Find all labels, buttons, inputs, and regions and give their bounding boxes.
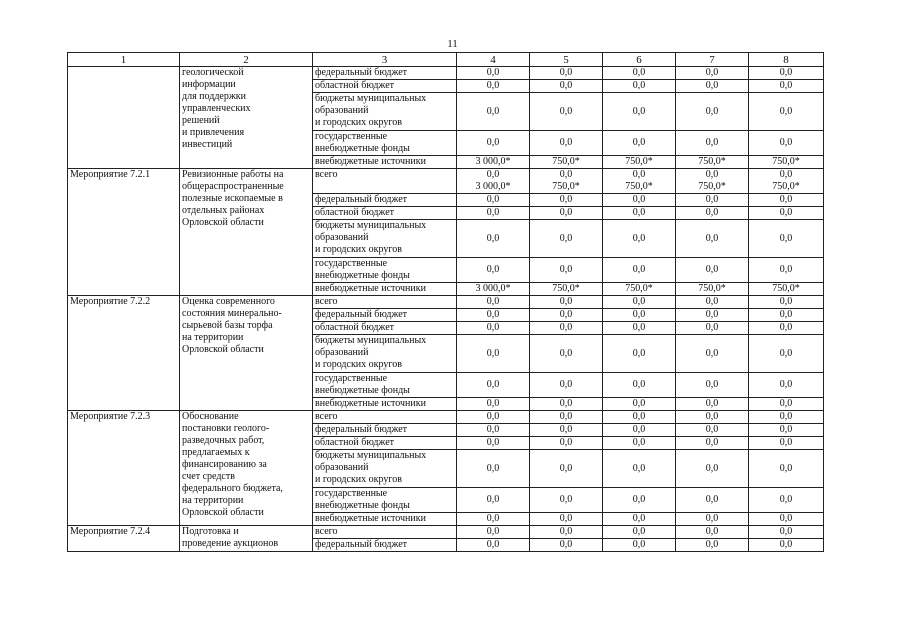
amount-cell: 0,0 <box>530 93 603 131</box>
funding-source: бюджеты муниципальных образований и городских округов <box>313 220 457 258</box>
amount-cell: 0,0 <box>530 207 603 220</box>
amount-cell: 0,0 <box>603 322 676 335</box>
amount-cell: 0,0 <box>530 80 603 93</box>
amount-cell: 0,0 <box>603 296 676 309</box>
amount-cell: 0,0 <box>676 80 749 93</box>
amount-cell: 0,0 750,0* <box>603 169 676 194</box>
amount-cell: 0,0 <box>457 373 530 398</box>
amount-cell: 0,0 <box>676 411 749 424</box>
amount-cell: 0,0 <box>676 398 749 411</box>
amount-cell: 0,0 <box>676 488 749 513</box>
amount-cell: 0,0 <box>603 131 676 156</box>
activity-label: Мероприятие 7.2.2 <box>68 296 180 411</box>
activity-label: Мероприятие 7.2.1 <box>68 169 180 296</box>
amount-cell: 0,0 <box>457 309 530 322</box>
amount-cell: 0,0 <box>457 93 530 131</box>
amount-cell: 0,0 <box>457 411 530 424</box>
amount-cell: 0,0 <box>749 220 824 258</box>
amount-cell: 0,0 <box>749 335 824 373</box>
amount-cell: 0,0 <box>530 450 603 488</box>
amount-cell: 0,0 <box>676 131 749 156</box>
funding-source: внебюджетные источники <box>313 513 457 526</box>
amount-cell: 0,0 <box>749 322 824 335</box>
budget-table <box>67 52 824 552</box>
amount-cell: 0,0 <box>603 93 676 131</box>
table-row <box>68 67 824 80</box>
amount-cell: 0,0 <box>603 80 676 93</box>
amount-cell: 0,0 <box>530 131 603 156</box>
amount-cell: 0,0 <box>676 450 749 488</box>
amount-cell: 0,0 <box>530 513 603 526</box>
amount-cell: 0,0 <box>749 131 824 156</box>
amount-cell: 0,0 <box>749 424 824 437</box>
amount-cell: 0,0 <box>676 539 749 552</box>
amount-cell: 0,0 <box>749 539 824 552</box>
amount-cell: 0,0 <box>530 258 603 283</box>
amount-cell: 0,0 750,0* <box>530 169 603 194</box>
column-number: 7 <box>676 53 749 67</box>
funding-source: государственные внебюджетные фонды <box>313 488 457 513</box>
table-row <box>68 411 824 424</box>
amount-cell: 0,0 <box>530 309 603 322</box>
funding-source: внебюджетные источники <box>313 398 457 411</box>
amount-cell: 0,0 <box>603 220 676 258</box>
amount-cell: 0,0 <box>603 207 676 220</box>
amount-cell: 0,0 <box>457 398 530 411</box>
amount-cell: 0,0 <box>603 258 676 283</box>
amount-cell: 0,0 <box>457 194 530 207</box>
amount-cell: 3 000,0* <box>457 283 530 296</box>
amount-cell: 0,0 <box>749 296 824 309</box>
amount-cell: 0,0 <box>603 411 676 424</box>
amount-cell: 750,0* <box>749 283 824 296</box>
funding-source: бюджеты муниципальных образований и городских округов <box>313 93 457 131</box>
amount-cell: 0,0 <box>676 526 749 539</box>
table-row <box>68 296 824 309</box>
amount-cell: 0,0 <box>749 373 824 398</box>
amount-cell: 0,0 <box>457 322 530 335</box>
amount-cell: 0,0 <box>530 526 603 539</box>
amount-cell: 0,0 <box>749 398 824 411</box>
amount-cell: 0,0 <box>457 526 530 539</box>
activity-label: Мероприятие 7.2.4 <box>68 526 180 552</box>
funding-source: всего <box>313 411 457 424</box>
amount-cell: 0,0 <box>457 296 530 309</box>
funding-source: областной бюджет <box>313 322 457 335</box>
amount-cell: 0,0 <box>603 398 676 411</box>
amount-cell: 750,0* <box>676 156 749 169</box>
funding-source: бюджеты муниципальных образований и городских округов <box>313 335 457 373</box>
amount-cell: 750,0* <box>749 156 824 169</box>
amount-cell: 0,0 <box>749 194 824 207</box>
column-number: 5 <box>530 53 603 67</box>
amount-cell: 0,0 <box>749 258 824 283</box>
amount-cell: 0,0 <box>676 335 749 373</box>
amount-cell: 0,0 <box>749 450 824 488</box>
amount-cell: 0,0 <box>457 207 530 220</box>
column-number: 8 <box>749 53 824 67</box>
funding-source: федеральный бюджет <box>313 539 457 552</box>
amount-cell: 0,0 <box>676 194 749 207</box>
amount-cell: 750,0* <box>603 283 676 296</box>
amount-cell: 0,0 <box>457 450 530 488</box>
amount-cell: 0,0 <box>457 513 530 526</box>
amount-cell: 0,0 <box>530 194 603 207</box>
amount-cell: 0,0 <box>676 322 749 335</box>
amount-cell: 0,0 <box>749 437 824 450</box>
amount-cell: 0,0 <box>457 131 530 156</box>
amount-cell: 0,0 <box>676 93 749 131</box>
amount-cell: 0,0 <box>530 411 603 424</box>
table-row <box>68 169 824 194</box>
column-number: 4 <box>457 53 530 67</box>
funding-source: всего <box>313 526 457 539</box>
amount-cell: 0,0 <box>457 335 530 373</box>
amount-cell: 0,0 <box>603 309 676 322</box>
funding-source: внебюджетные источники <box>313 283 457 296</box>
amount-cell: 0,0 750,0* <box>676 169 749 194</box>
amount-cell: 0,0 <box>603 488 676 513</box>
amount-cell: 0,0 750,0* <box>749 169 824 194</box>
amount-cell: 0,0 <box>603 539 676 552</box>
amount-cell: 0,0 <box>530 67 603 80</box>
amount-cell: 0,0 <box>749 67 824 80</box>
activity-name: Обоснование постановки геолого- разведочных работ, предлагаемых к финансированию за счет средств федерального бюджета, на территории Орловской области <box>180 411 313 526</box>
column-number: 3 <box>313 53 457 67</box>
amount-cell: 0,0 <box>749 309 824 322</box>
column-number: 2 <box>180 53 313 67</box>
funding-source: федеральный бюджет <box>313 194 457 207</box>
amount-cell: 0,0 <box>530 437 603 450</box>
funding-source: государственные внебюджетные фонды <box>313 131 457 156</box>
funding-source: областной бюджет <box>313 80 457 93</box>
amount-cell: 3 000,0* <box>457 156 530 169</box>
funding-source: всего <box>313 296 457 309</box>
amount-cell: 0,0 <box>457 424 530 437</box>
amount-cell: 0,0 <box>676 220 749 258</box>
amount-cell: 0,0 <box>676 309 749 322</box>
activity-name: Ревизионные работы на общераспространенные полезные ископаемые в отдельных районах Орловской области <box>180 169 313 296</box>
amount-cell: 0,0 <box>749 411 824 424</box>
amount-cell: 0,0 <box>457 220 530 258</box>
amount-cell: 0,0 <box>530 539 603 552</box>
amount-cell: 0,0 <box>603 526 676 539</box>
amount-cell: 0,0 <box>457 67 530 80</box>
amount-cell: 0,0 <box>457 539 530 552</box>
funding-source: областной бюджет <box>313 207 457 220</box>
amount-cell: 0,0 <box>603 373 676 398</box>
column-number: 1 <box>68 53 180 67</box>
activity-name: Подготовка и проведение аукционов <box>180 526 313 552</box>
amount-cell: 0,0 <box>457 258 530 283</box>
amount-cell: 750,0* <box>676 283 749 296</box>
amount-cell: 0,0 <box>676 373 749 398</box>
activity-label: Мероприятие 7.2.3 <box>68 411 180 526</box>
amount-cell: 0,0 <box>676 513 749 526</box>
amount-cell: 0,0 <box>749 526 824 539</box>
amount-cell: 0,0 <box>676 258 749 283</box>
amount-cell: 0,0 <box>457 437 530 450</box>
column-number: 6 <box>603 53 676 67</box>
funding-source: областной бюджет <box>313 437 457 450</box>
funding-source: государственные внебюджетные фонды <box>313 258 457 283</box>
amount-cell: 0,0 <box>749 488 824 513</box>
amount-cell: 0,0 <box>603 450 676 488</box>
amount-cell: 0,0 <box>530 398 603 411</box>
amount-cell: 0,0 <box>676 67 749 80</box>
amount-cell: 0,0 <box>530 322 603 335</box>
amount-cell: 0,0 <box>749 93 824 131</box>
amount-cell: 0,0 <box>749 80 824 93</box>
column-number-row <box>68 53 824 67</box>
amount-cell: 0,0 <box>530 220 603 258</box>
activity-name: Оценка современного состояния минерально- сырьевой базы торфа на территории Орловской области <box>180 296 313 411</box>
amount-cell: 0,0 <box>676 437 749 450</box>
page-number: 11 <box>447 38 458 50</box>
amount-cell: 0,0 3 000,0* <box>457 169 530 194</box>
funding-source: государственные внебюджетные фонды <box>313 373 457 398</box>
amount-cell: 750,0* <box>603 156 676 169</box>
amount-cell: 0,0 <box>530 373 603 398</box>
amount-cell: 0,0 <box>603 513 676 526</box>
amount-cell: 0,0 <box>676 207 749 220</box>
funding-source: федеральный бюджет <box>313 67 457 80</box>
activity-label <box>68 67 180 169</box>
funding-source: бюджеты муниципальных образований и городских округов <box>313 450 457 488</box>
amount-cell: 0,0 <box>603 67 676 80</box>
funding-source: федеральный бюджет <box>313 309 457 322</box>
amount-cell: 0,0 <box>749 513 824 526</box>
amount-cell: 0,0 <box>530 488 603 513</box>
funding-source: внебюджетные источники <box>313 156 457 169</box>
amount-cell: 0,0 <box>603 335 676 373</box>
amount-cell: 0,0 <box>749 207 824 220</box>
amount-cell: 0,0 <box>603 194 676 207</box>
amount-cell: 0,0 <box>603 437 676 450</box>
amount-cell: 0,0 <box>530 335 603 373</box>
table-row <box>68 526 824 539</box>
amount-cell: 0,0 <box>530 296 603 309</box>
amount-cell: 0,0 <box>676 424 749 437</box>
funding-source: федеральный бюджет <box>313 424 457 437</box>
amount-cell: 0,0 <box>676 296 749 309</box>
funding-source: всего <box>313 169 457 194</box>
amount-cell: 0,0 <box>457 488 530 513</box>
amount-cell: 0,0 <box>603 424 676 437</box>
amount-cell: 0,0 <box>530 424 603 437</box>
activity-name: геологической информации для поддержки управленческих решений и привлечения инвестиций <box>180 67 313 169</box>
amount-cell: 0,0 <box>457 80 530 93</box>
amount-cell: 750,0* <box>530 283 603 296</box>
amount-cell: 750,0* <box>530 156 603 169</box>
